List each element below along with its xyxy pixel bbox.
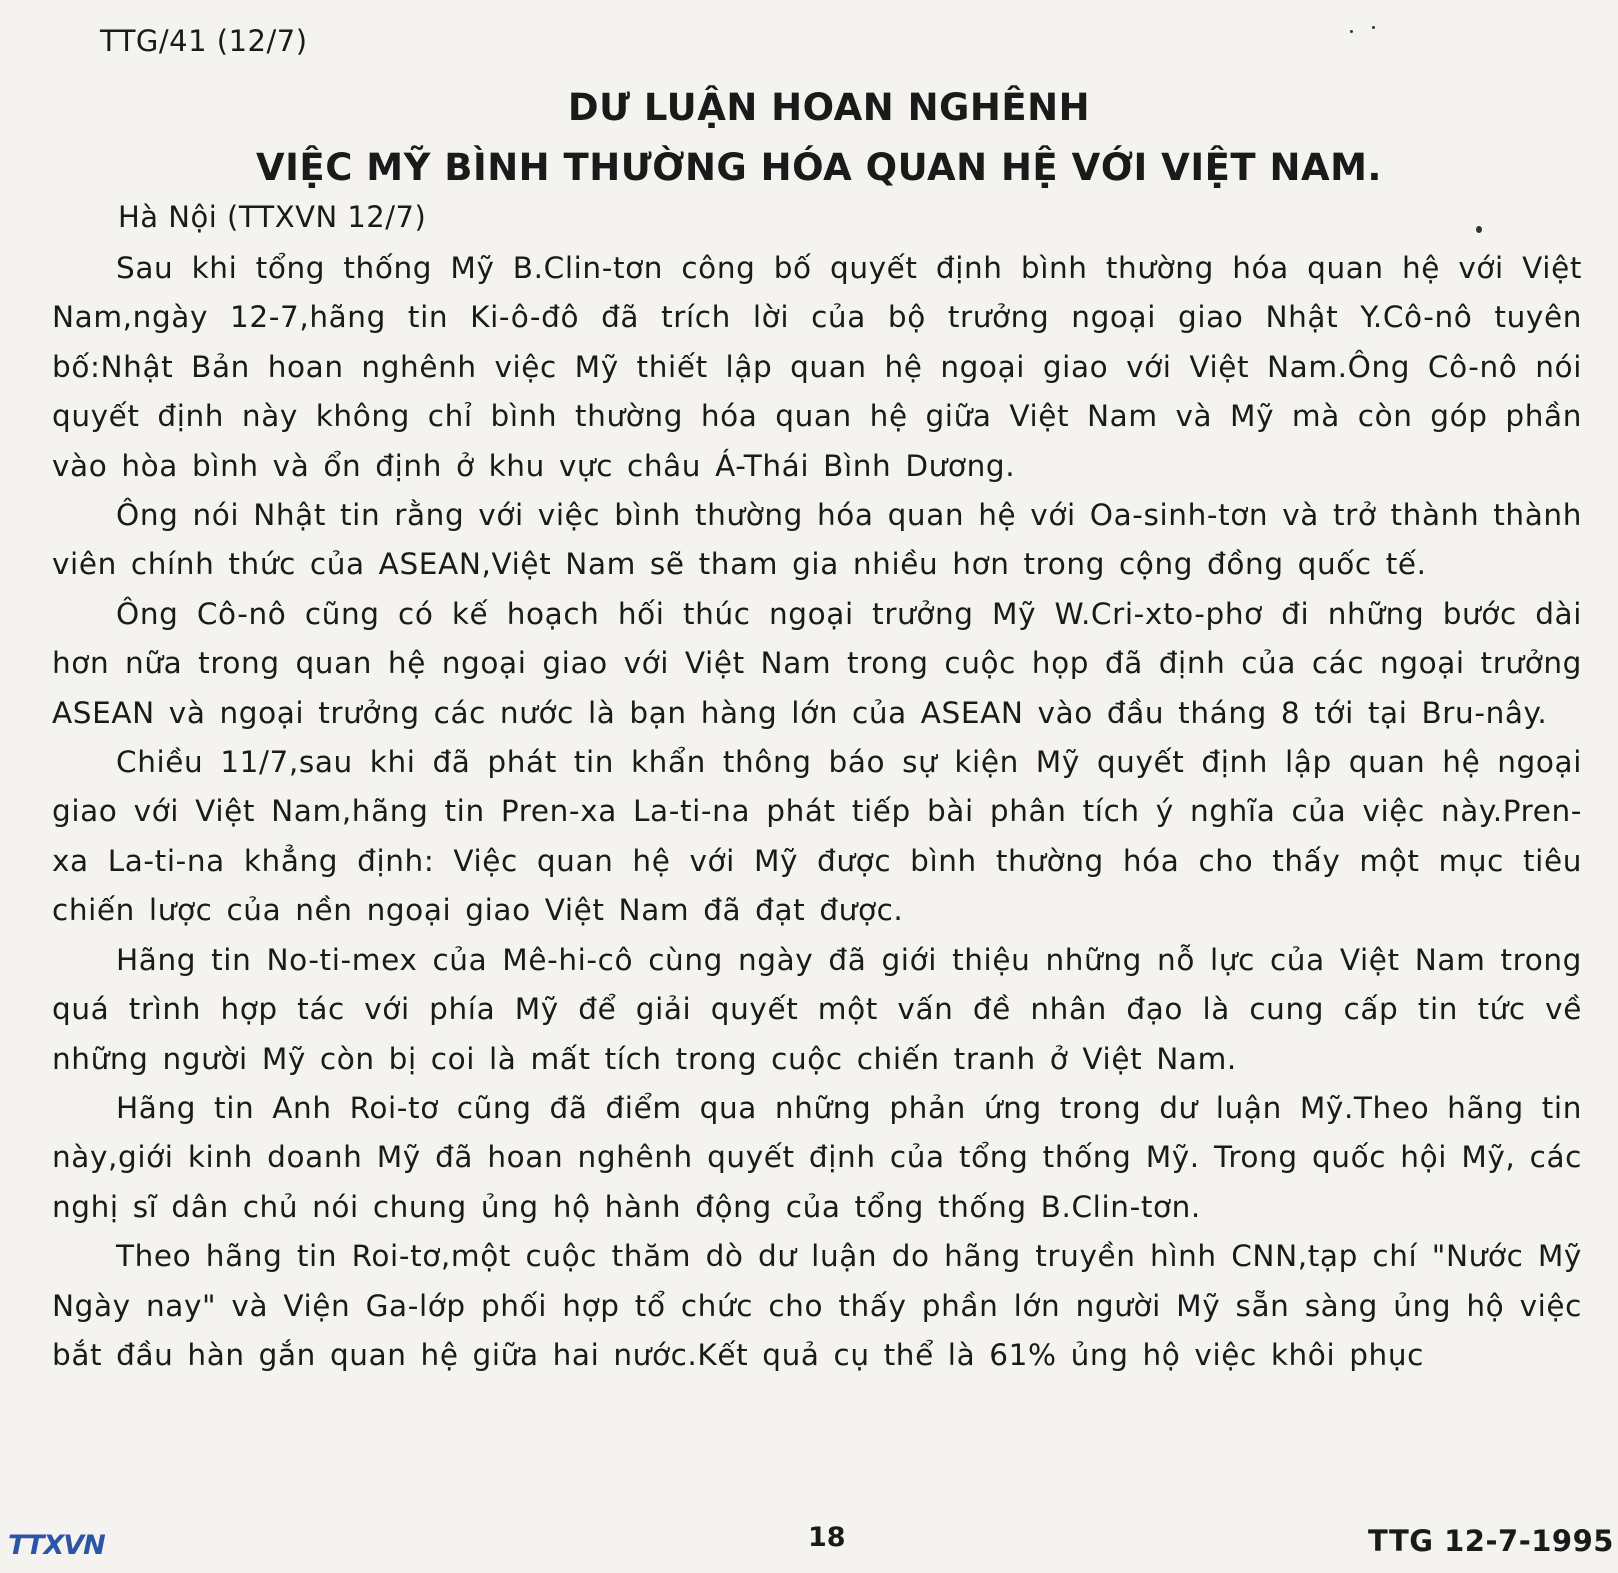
ttxvn-logo: TTXVN (8, 1530, 105, 1561)
page-number: 18 (808, 1522, 846, 1553)
print-speck (1372, 26, 1375, 29)
footer-date: TTG 12-7-1995 (1368, 1524, 1614, 1558)
paragraph: Ông Cô-nô cũng có kế hoạch hối thúc ngoại trưởng Mỹ W.Cri-xto-phơ đi những bước dài hơn nữa trong quan hệ ngoại giao với Việt Nam trong cuộc họp đã định của các ngoại trưởng ASEAN và ngoại trưởng các nước là bạn hàng lớn của ASEAN vào đầu tháng 8 tới tại Bru-nây. (52, 596, 1582, 730)
print-speck (1350, 30, 1353, 33)
headline-line-2: VIỆC MỸ BÌNH THƯỜNG HÓA QUAN HỆ VỚI VIỆT NAM. (256, 146, 1382, 189)
print-speck (1476, 226, 1482, 233)
paragraph: Hãng tin No-ti-mex của Mê-hi-cô cùng ngày đã giới thiệu những nỗ lực của Việt Nam trong quá trình hợp tác với phía Mỹ để giải quyết một vấn đề nhân đạo là cung cấp tin tức về những người Mỹ còn bị coi là mất tích trong cuộc chiến tranh ở Việt Nam. (52, 942, 1582, 1076)
paragraph: Theo hãng tin Roi-tơ,một cuộc thăm dò dư luận do hãng truyền hình CNN,tạp chí "Nước Mỹ Ngày nay" và Viện Ga-lớp phối hợp tổ chức cho thấy phần lớn người Mỹ sẵn sàng ủng hộ việc bắt đầu hàn gắn quan hệ giữa hai nước.Kết quả cụ thể là 61% ủng hộ việc khôi phục (52, 1239, 1582, 1372)
paragraph: Chiều 11/7,sau khi đã phát tin khẩn thông báo sự kiện Mỹ quyết định lập quan hệ ngoại giao với Việt Nam,hãng tin Pren-xa La-ti-na phát tiếp bài phân tích ý nghĩa của việc này.Pren-xa La-ti-na khẳng định: Việc quan hệ với Mỹ được bình thường hóa cho thấy một mục tiêu chiến lược của nền ngoại giao Việt Nam đã đạt được. (52, 745, 1582, 928)
article-body (52, 244, 1582, 1380)
paragraph: Ông nói Nhật tin rằng với việc bình thường hóa quan hệ với Oa-sinh-tơn và trở thành thành viên chính thức của ASEAN,Việt Nam sẽ tham gia nhiều hơn trong cộng đồng quốc tế. (52, 498, 1582, 582)
document-code: TTG/41 (12/7) (100, 24, 308, 58)
paragraph: Sau khi tổng thống Mỹ B.Clin-tơn công bố quyết định bình thường hóa quan hệ với Việt Nam,ngày 12-7,hãng tin Ki-ô-đô đã trích lời của bộ trưởng ngoại giao Nhật Y.Cô-nô tuyên bố:Nhật Bản hoan nghênh việc Mỹ thiết lập quan hệ ngoại giao với Việt Nam.Ông Cô-nô nói quyết định này không chỉ bình thường hóa quan hệ giữa Việt Nam và Mỹ mà còn góp phần vào hòa bình và ổn định ở khu vực châu Á-Thái Bình Dương. (52, 251, 1582, 483)
headline-line-1: DƯ LUẬN HOAN NGHÊNH (567, 86, 1091, 129)
dateline: Hà Nội (TTXVN 12/7) (118, 200, 427, 234)
paragraph: Hãng tin Anh Roi-tơ cũng đã điểm qua những phản ứng trong dư luận Mỹ.Theo hãng tin này,giới kinh doanh Mỹ đã hoan nghênh quyết định của tổng thống Mỹ. Trong quốc hội Mỹ, các nghị sĩ dân chủ nói chung ủng hộ hành động của tổng thống B.Clin-tơn. (52, 1090, 1582, 1224)
